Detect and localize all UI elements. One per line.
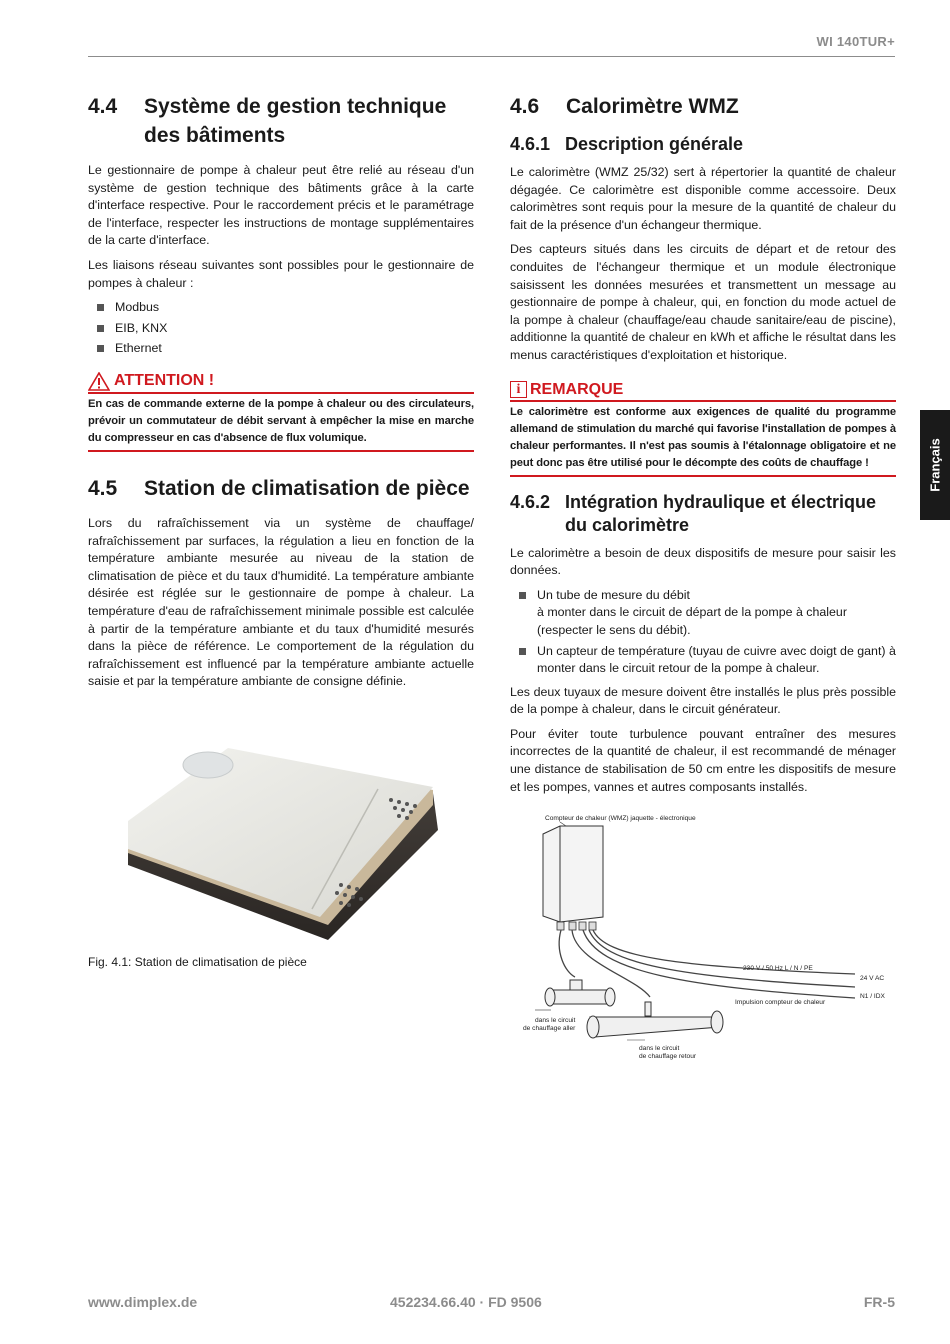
diagram-label-return-2: de chauffage retour bbox=[639, 1053, 697, 1060]
room-climate-station-photo bbox=[88, 745, 474, 945]
figure-4-1-caption: Fig. 4.1: Station de climatisation de pièce bbox=[88, 955, 307, 969]
right-column bbox=[510, 92, 896, 803]
attention-label: ATTENTION ! bbox=[114, 372, 215, 390]
network-list bbox=[88, 299, 474, 358]
list-item: EIB, KNX bbox=[88, 320, 474, 338]
section-4-5-paragraph: Lors du rafraîchissement via un système de chauffage/ rafraîchissement par surfaces, la régulation a lieu en fonction de la température ambiante mesurée au niveau de la station de climatisation de pièce et du taux d'humidité. La température ambiante désirée est réglée sur le gestionnaire de pompe à chaleur. La température d'eau de rafraîchissement minimale possible est calculée à partir de la température ambiante et du taux d'humidité mesurés dans la pièce de référence. Le comportement de la régulation du rafraîchissement est influencé par la température ambiante actuelle saisie et par la température ambiante de consigne définie. bbox=[88, 515, 474, 689]
diagram-label-24vac: 24 V AC bbox=[860, 975, 885, 982]
model-name: WI 140TUR+ bbox=[816, 34, 895, 49]
bullet-square-icon bbox=[97, 325, 104, 332]
section-4-5-heading: 4.5 Station de climatisation de pièce bbox=[88, 476, 470, 500]
remarque-text: Le calorimètre est conforme aux exigences de qualité du programme allemand de stimulation du marché qui favorise l'installation de pompes à chaleur performantes. Il n'est pas soumis à l'étalonnage obligatoire et ne peut donc pas être utilisé pour le décompte des coûts de chauffage ! bbox=[510, 400, 896, 477]
warning-triangle-icon bbox=[88, 372, 110, 391]
measurement-devices-list bbox=[510, 587, 896, 678]
section-4-4-paragraph-1: Le gestionnaire de pompe à chaleur peut être relié au réseau d'un système de gestion technique des bâtiments grâce à la carte d'interface respective. Pour le raccordement précis et le paramétrage de l'interface, respecter les instructions de montage supplémentaires de la carte d'interface. bbox=[88, 163, 474, 248]
remarque-notice bbox=[510, 381, 896, 477]
footer-website-link[interactable]: www.dimplex.de bbox=[88, 1294, 198, 1310]
list-item: Ethernet bbox=[88, 340, 474, 358]
heat-meter-installation-diagram bbox=[515, 812, 895, 1067]
diagram-label-power: 230 V / 50 Hz L / N / PE bbox=[743, 965, 813, 972]
section-4-6-2-paragraph-3: Pour éviter toute turbulence pouvant entraîner des mesures incorrectes de la quantité de chaleur, il est recommandé de ménager une distance de stabilisation de 50 cm entre les dispositifs de mesure et les pompes, vannes et autres composants installés. bbox=[510, 726, 896, 794]
bullet-square-icon bbox=[519, 592, 526, 599]
remarque-label: REMARQUE bbox=[530, 380, 624, 398]
section-4-6-heading: 4.6 Calorimètre WMZ bbox=[510, 95, 739, 118]
diagram-label-pulse: Impulsion compteur de chaleur bbox=[735, 999, 826, 1006]
info-icon: i bbox=[510, 381, 527, 398]
list-item: Modbus bbox=[88, 299, 474, 317]
section-4-6-2-heading: 4.6.2 Intégration hydraulique et électrique du calorimètre bbox=[510, 491, 877, 535]
diagram-label-top: Compteur de chaleur (WMZ) jaquette - électronique bbox=[545, 815, 696, 822]
list-item: Un tube de mesure du débit à monter dans le circuit de départ de la pompe à chaleur (respecter le sens du débit). bbox=[510, 587, 896, 640]
diagram-label-flow-2: de chauffage aller bbox=[523, 1025, 576, 1032]
footer-page-number: FR-5 bbox=[863, 1294, 895, 1310]
section-4-4-heading: 4.4 Système de gestion technique des bâtiments bbox=[88, 95, 447, 147]
diagram-label-flow-1: dans le circuit bbox=[535, 1017, 576, 1024]
diagram-label-idx: N1 / IDX bbox=[860, 993, 885, 1000]
footer-document-number: 452234.66.40 · FD 9506 bbox=[390, 1294, 542, 1310]
section-4-4-paragraph-2: Les liaisons réseau suivantes sont possibles pour le gestionnaire de pompes à chaleur : bbox=[88, 257, 474, 290]
bullet-square-icon bbox=[97, 304, 104, 311]
left-column bbox=[88, 92, 474, 698]
section-4-6-1-heading: 4.6.1 Description générale bbox=[510, 134, 744, 154]
list-item: Un capteur de température (tuyau de cuivre avec doigt de gant) à monter dans le circuit retour de la pompe à chaleur. bbox=[510, 643, 896, 678]
section-4-6-2-paragraph-2: Les deux tuyaux de mesure doivent être installés le plus près possible de la pompe à chaleur, dans le circuit générateur. bbox=[510, 684, 896, 717]
diagram-label-return-1: dans le circuit bbox=[639, 1045, 680, 1052]
section-4-6-1-paragraph-1: Le calorimètre (WMZ 25/32) sert à répertorier la quantité de chaleur dégagée. Ce calorimètre est disponible comme accessoire. Deux calorimètres sont requis pour la mesure de la quantité de chaleur du fait de la présence d'un échangeur thermique. bbox=[510, 165, 896, 232]
language-tab[interactable] bbox=[920, 410, 950, 520]
bullet-square-icon bbox=[97, 345, 104, 352]
attention-notice bbox=[88, 372, 474, 452]
language-tab-label: Français bbox=[927, 438, 943, 492]
bullet-square-icon bbox=[519, 648, 526, 655]
section-4-6-2-paragraph-1: Le calorimètre a besoin de deux dispositifs de mesure pour saisir les données. bbox=[510, 545, 896, 578]
attention-text: En cas de commande externe de la pompe à chaleur ou des circulateurs, prévoir un commutateur de débit servant à empêcher la mise en marche du compresseur en cas d'absence de flux volumique. bbox=[88, 392, 474, 452]
section-4-6-1-paragraph-2: Des capteurs situés dans les circuits de départ et de retour des conduites de l'échangeur thermique et un module électronique saisissent les données mesurées et transmettent un message au gestionnaire de pompe à chaleur, qui, en fonction du mode actuel de la pompe à chaleur (chauffage/eau chaude sanitaire/eau de piscine), additionne la quantité de chaleur en kWh et affiche le résultat dans les menus caractéristiques d'exploitation et historique. bbox=[510, 242, 896, 362]
header-rule bbox=[88, 56, 895, 57]
